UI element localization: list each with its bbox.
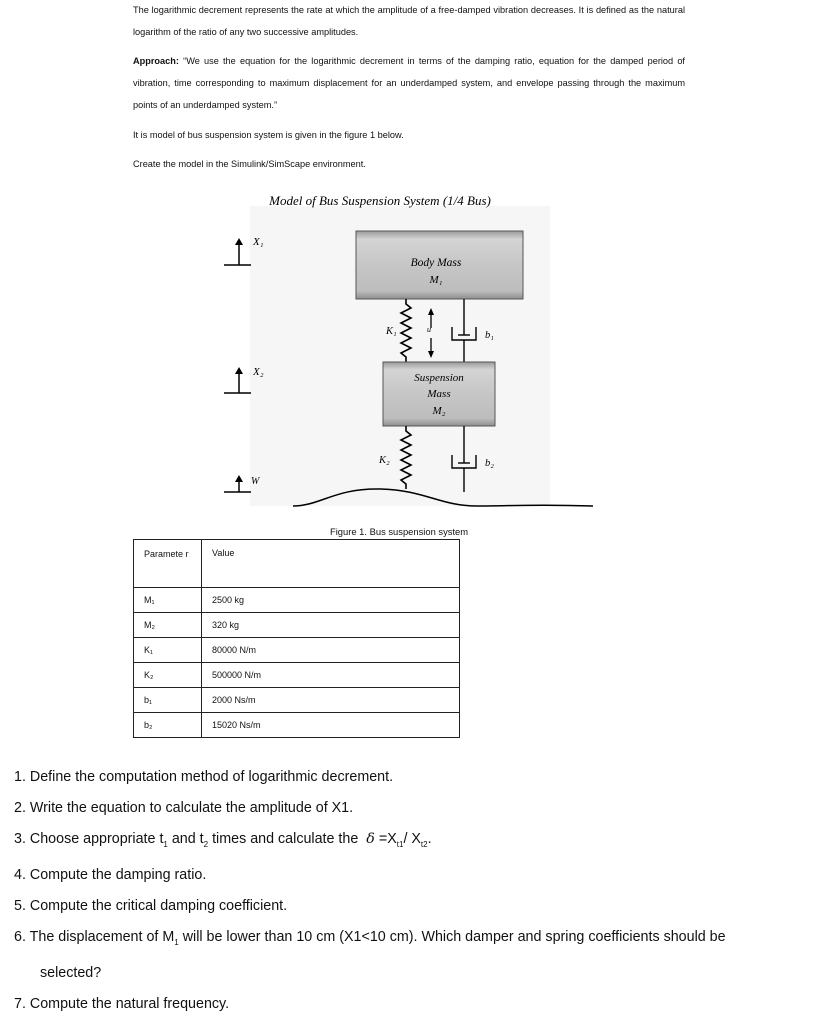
b1-label: b₁ — [485, 330, 494, 341]
subscript: 1 — [163, 839, 168, 849]
question-list — [14, 762, 804, 1020]
x1-coordinate-arrow — [224, 238, 251, 265]
approach-paragraph — [133, 50, 685, 116]
suspension-mass-label-2: Mass — [427, 388, 451, 400]
figure-caption: Figure 1. Bus suspension system — [330, 526, 469, 537]
table-cell: 80000 N/m — [202, 638, 460, 663]
question-item: 4. Compute the damping ratio. — [14, 866, 207, 883]
bus-suspension-figure — [215, 188, 595, 518]
table-cell: K₁ — [134, 638, 202, 663]
table-row — [134, 613, 460, 638]
table-cell: b₂ — [134, 713, 202, 738]
parameter-table — [133, 539, 460, 738]
table-row — [134, 588, 460, 613]
intro-paragraph: The logarithmic decrement represents the rate at which the amplitude of a free-damped vibration decreases. It is defined as the natural logarithm of the ratio of any two successive amplitudes. — [133, 5, 685, 37]
table-cell: 320 kg — [202, 613, 460, 638]
approach-label: Approach: — [133, 56, 179, 66]
table-cell: 2000 Ns/m — [202, 688, 460, 713]
question-text: will be lower than 10 cm (X1<10 cm). Which damper and spring coefficients should be — [178, 928, 726, 945]
body-mass-label: Body Mass — [410, 257, 462, 269]
delta-symbol: δ — [366, 831, 375, 847]
table-header-row — [134, 540, 460, 588]
w-coordinate-arrow — [224, 475, 251, 492]
question-item: 5. Compute the critical damping coefficient. — [14, 897, 288, 914]
table-row — [134, 713, 460, 738]
x1-label: X₁ — [253, 236, 264, 248]
table-cell: K₂ — [134, 663, 202, 688]
table-cell: M₂ — [134, 613, 202, 638]
table-cell: 500000 N/m — [202, 663, 460, 688]
create-model-text: Create the model in the Simulink/SimScape environment. — [133, 159, 366, 169]
table-cell: M₁ — [134, 588, 202, 613]
x2-coordinate-arrow — [224, 367, 251, 393]
x2-label: X₂ — [253, 366, 264, 378]
table-cell: 2500 kg — [202, 588, 460, 613]
suspension-mass-label: Suspension — [414, 372, 464, 384]
k2-label: K₂ — [379, 455, 390, 466]
subscript: t2 — [420, 839, 428, 849]
table-cell: 15020 Ns/m — [202, 713, 460, 738]
u-label: u — [427, 325, 431, 334]
question-item — [14, 922, 804, 958]
table-cell: b₁ — [134, 688, 202, 713]
table-header-cell: Value — [202, 540, 460, 588]
question-item — [14, 824, 804, 860]
question-text: times and calculate the — [208, 831, 363, 847]
model-intro-text: It is model of bus suspension system is given in the figure 1 below. — [133, 130, 404, 140]
question-text: . — [427, 831, 432, 847]
subscript: 1 — [174, 937, 179, 947]
question-text: =X — [374, 831, 397, 847]
suspension-mass-symbol: M₂ — [432, 405, 446, 417]
approach-text: “We use the equation for the logarithmic decrement in terms of the damping ratio, equation for the damped period of vibration, time corresponding to maximum displacement for an underdamped system, and envelope passing through the maximum points of an underdamped system.” — [133, 56, 685, 110]
k1-label: K₁ — [386, 326, 397, 337]
question-item: 1. Define the computation method of logarithmic decrement. — [14, 769, 394, 785]
table-header-cell: Paramete r — [134, 540, 202, 588]
question-item: 7. Compute the natural frequency. — [14, 995, 230, 1012]
question-continuation: selected? — [40, 964, 102, 981]
subscript: t1 — [396, 839, 404, 849]
subscript: 2 — [203, 839, 209, 849]
w-label: W — [251, 476, 260, 487]
question-text: / X — [403, 831, 421, 847]
figure-title: Model of Bus Suspension System (1/4 Bus) — [269, 193, 491, 208]
question-text: 3. Choose appropriate t — [14, 831, 164, 847]
b2-label: b₂ — [485, 458, 494, 469]
table-row — [134, 663, 460, 688]
table-row — [134, 638, 460, 663]
question-text: 6. The displacement of M — [14, 928, 175, 945]
question-text: and t — [167, 831, 204, 847]
body-mass-symbol: M₁ — [429, 274, 443, 286]
table-row — [134, 688, 460, 713]
question-item: 2. Write the equation to calculate the amplitude of X1. — [14, 800, 354, 816]
